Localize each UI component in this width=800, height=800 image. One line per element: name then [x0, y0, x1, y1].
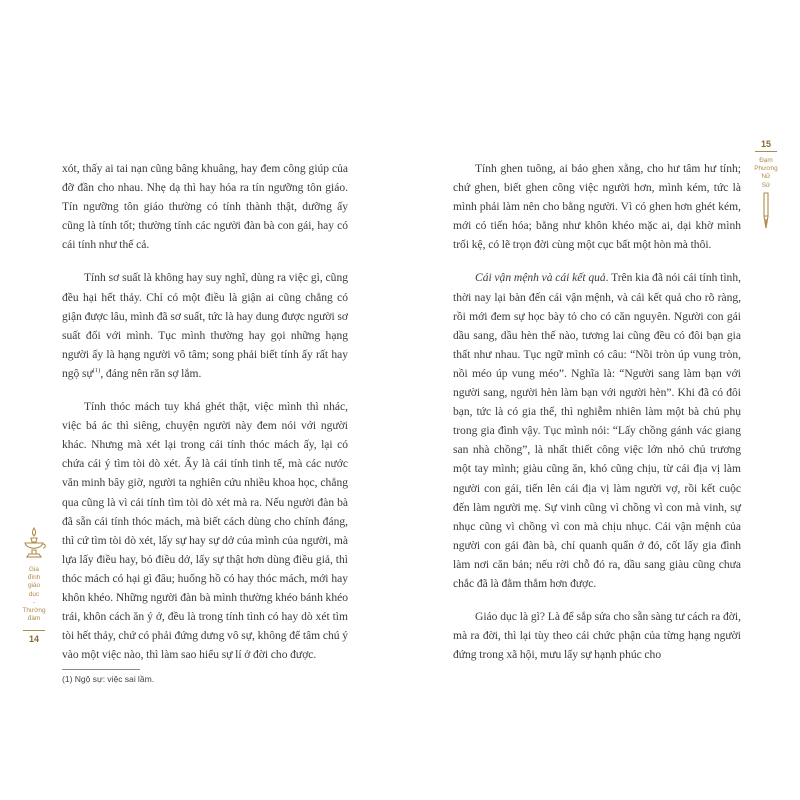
left-paragraph-3: Tính thóc mách tuy khá ghét thật, việc mình thì nhác, việc bá ác thì siêng, chuyện người này đem nói với người khác. Nhưng mà xét lại trong cái tính thóc mách ấy, lại có chứa cái ý tìm tòi dò xét. Ấy là cái tính tinh tế, mà các nước văn minh bây giờ, người ta nghiên cứu nhiều khoa học, chẳng qua cũng là vì cái tính tìm tòi dò xét mà ra. Nếu người đàn bà đã sẵn cái tính thóc mách, mà biết cách dùng cho chính đáng, thì cứ tìm tòi dò xét, lấy sự hay sự dở của mình của người, mà lựa lấy điều hay, bỏ điều dở, lấy sự thật hơn dùng điều giả, thì thóc mách có hại gì đâu; huống hồ có hay thóc mách, mới hay khôn khéo. Những người đàn bà mình thường khéo bánh khéo trái, khôn cách ăn ý ở, đều là trong tính tình có hay dò xét tìm tòi hết thảy, chứ có phải đứng dưng vô sự, không để tâm chú ý vào một việc nào, thì làm sao hiểu sự lí ở đời cho được.	[62, 401, 348, 662]
page-number-rule	[755, 151, 777, 152]
section-heading-italic: Cái vận mệnh và cái kết quả	[475, 272, 606, 285]
left-margin-decoration	[16, 526, 52, 644]
right-paragraph-3: Giáo dục là gì? Là để sắp sửa cho sẵn sàng tư cách ra đời, mà ra đời, thì lại tùy theo cái chức phận của từng hạng người đứng trong xã hội, mưu lấy sự hạnh phúc cho	[453, 611, 741, 662]
right-paragraph-2: Cái vận mệnh và cái kết quả. Trên kia đã nói cái tính tình, thời nay lại bàn đến cái vận mệnh, và cái kết quả cho rõ ràng, rồi mới đem sự học bày tỏ cho có căn nguyên. Người con gái dầu sang, dầu hèn thế nào, tương lai cũng đều có đôi bạn gia thất như nhau. Tục ngữ mình có câu: “Nồi tròn úp vung tròn, nồi méo úp vung méo”. Nghĩa là: “Người sang làm bạn với người sang, người hèn làm bạn với người hèn”. Khi đã có đôi bạn, tức là có gia thế, thì nghiễm nhiên làm một bà chủ phụ trong gia đình vậy. Tục mình nói: “Lấy chồng gánh vác giang san nhà chồng”, là nhất thiết công việc lớn nhỏ chủ trương một tay mình; giàu cũng ăn, khó cũng chịu, từ cái địa vị làm người con gái, tiến lên cái địa vị làm người vợ, rồi kết cuộc đến làm người mẹ. Sự vinh cũng vì chồng vì con mà vinh, sự nhục cũng vì chồng vì con mà chịu nhục. Cái vận mệnh của người con gái đàn bà, chỉ quanh quẩn ở đó, cốt lấy gia đình làm nơi căn bản; nếu rời chỗ đó ra, dầu sang giàu cũng chưa chắc đã là đằm thắm hơn được.	[453, 272, 741, 590]
footnote-marker: (1)	[92, 367, 101, 375]
right-running-title: Đạm Phương Nữ Sử	[754, 157, 778, 189]
right-page-number: 15	[760, 139, 771, 149]
right-paragraph-1: Tính ghen tuông, ai bảo ghen xằng, cho hư tâm hư tính; chứ ghen, biết ghen công việc người hơn, mình kém, tức là mình phải làm nên cho bằng người. Vì có ghen hơn ghét kém, mới có tiến hóa; bằng như khôn khéo mặc ai, dại khờ mình trối kệ, có lẽ trọn đời cùng một cục bất một hòn mà thôi.	[453, 163, 741, 252]
right-margin-decoration	[754, 139, 778, 230]
footnote-divider	[62, 669, 140, 670]
left-paragraph-1: xót, thấy ai tai nạn cũng bâng khuâng, hay đem công giúp của đỡ đần cho nhau. Nhẹ dạ thì hay hóa ra tín ngưỡng tôn giáo. Tín ngưỡng tôn giáo thường có tính thành thật, dưỡng ấy cũng là tính tốt; thường tính các người đàn bà con gái, hay có cái tính như thế cả.	[62, 163, 348, 252]
left-page-body	[62, 160, 348, 685]
footnote: (1) Ngộ sự: việc sai lầm.	[62, 674, 155, 685]
left-page-number: 14	[28, 634, 39, 645]
oil-lamp-icon	[21, 526, 47, 560]
pen-nib-icon	[760, 192, 772, 230]
left-paragraph-2: Tính sơ suất là không hay suy nghĩ, dùng ra việc gì, cũng đều hại hết thảy. Chỉ có một điều là giận ai cũng chẳng có giận được lâu, mình đã sơ suất, tức là hay dung được người sơ suất đối với mình. Tục mình thường hay gọi những hạng người ấy là hạng người vô tâm; song phải biết tính ấy rất hay ngộ sự$^{(1)}$, đáng nên răn sợ lắm.	[62, 272, 348, 380]
page-number-rule	[23, 630, 45, 631]
left-running-title: Gia đình giáo dục - Thường đàm	[22, 566, 46, 623]
right-page-body	[453, 160, 741, 679]
